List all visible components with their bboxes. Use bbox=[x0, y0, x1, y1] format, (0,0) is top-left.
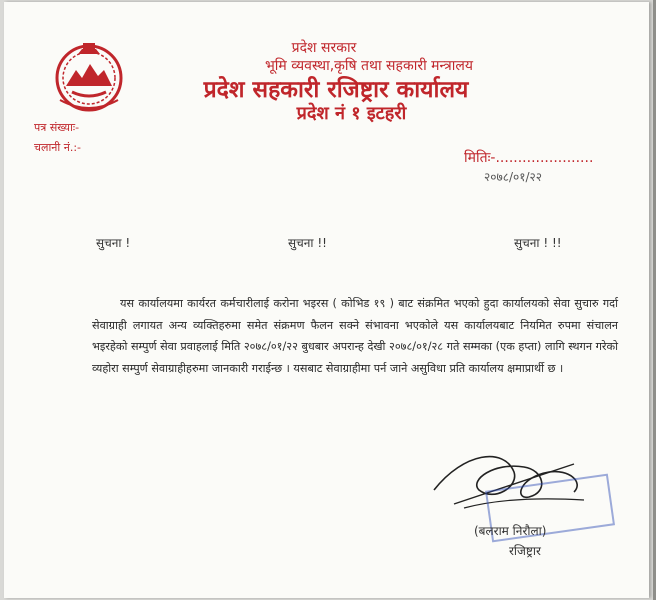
notice-heading-1: सुचना ! bbox=[96, 236, 131, 250]
signatory-designation: रजिष्ट्रार bbox=[509, 544, 541, 558]
letterhead-office: प्रदेश सहकारी रजिष्ट्रार कार्यालय bbox=[203, 77, 469, 103]
letterhead-government: प्रदेश सरकार bbox=[291, 40, 357, 56]
notice-body: यस कार्यालयमा कार्यरत कर्मचारीलाई करोना भइरस ( कोभिड १९ ) बाट संक्रमित भएको हुदा कार्यालयको सेवा सुचारु गर्दा सेवाग्राही लगायत अन्य व्यक्तिहरुमा समेत संक्रमण फैलन सक्ने संभावना भएकोले यस कार्यालयबाट नियमित रुपमा संचालन भइरहेको सम्पुर्ण सेवा प्रवाहलाई मिति २०७८/०१/२२ बुधबार अपरान्ह देखी २०७८/०१/२८ गते सम्मका (एक हप्ता) लागि स्थगन गरेको व्यहोरा सम्पुर्ण सेवाग्राहीहरुमा जानकारी गराईन्छ । यसबाट सेवाग्राहीमा पर्न जाने असुविधा प्रति कार्यालय क्षमाप्रार्थी छ । bbox=[92, 297, 618, 375]
date-value: २०७८/०१/२२ bbox=[484, 170, 543, 184]
notice-heading-2: सुचना !! bbox=[288, 236, 327, 250]
date-dots: ...................... bbox=[495, 150, 594, 166]
letterhead-ministry: भूमि व्यवस्था,कृषि तथा सहकारी मन्त्रालय bbox=[264, 58, 474, 74]
letterhead-location: प्रदेश नं १ इटहरी bbox=[296, 103, 407, 124]
signatory-name: (बलराम निरौला) bbox=[474, 524, 547, 538]
dispatch-number-label: चलानी नं.:- bbox=[34, 141, 82, 154]
nepal-emblem-icon bbox=[52, 40, 126, 114]
notice-heading-3: सुचना ! !! bbox=[514, 236, 562, 250]
letter-page bbox=[4, 2, 649, 598]
reference-number-label: पत्र संख्याः- bbox=[34, 121, 80, 134]
date-field bbox=[464, 148, 593, 167]
date-label: मितिः- bbox=[464, 150, 496, 166]
